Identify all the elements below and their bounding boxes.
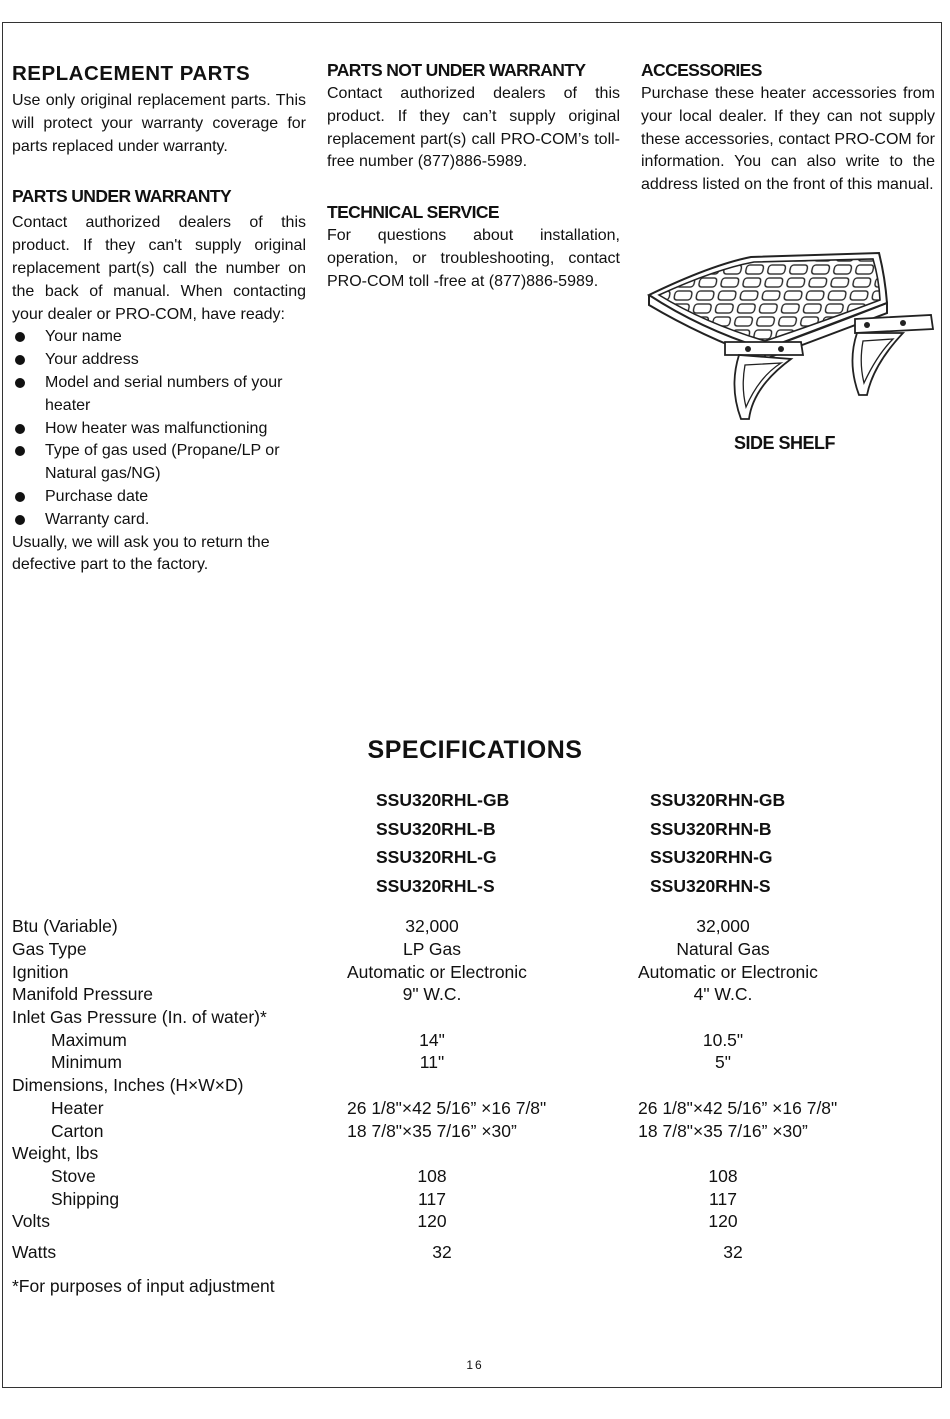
spec-row-manifold-pressure xyxy=(12,984,932,1007)
model-number: SSU320RHL-GB xyxy=(376,790,510,810)
spec-row-gas-type xyxy=(12,939,932,962)
bullet-icon xyxy=(15,515,25,525)
spec-row-volts xyxy=(12,1211,932,1234)
list-item: Purchase date xyxy=(12,486,306,509)
column-middle xyxy=(327,60,620,294)
spec-row-inlet-pressure xyxy=(12,1007,932,1030)
spec-value-ng: 117 xyxy=(709,1189,737,1209)
technical-service-text: For questions about installation, operation, or troubleshooting, contact PRO-COM toll -free at (877)886-5989. xyxy=(327,227,620,290)
spec-value-lp: 108 xyxy=(417,1166,447,1186)
spec-label: Dimensions, Inches (H×W×D) xyxy=(12,1075,244,1095)
spec-row-maximum xyxy=(12,1030,932,1053)
spec-label: Weight, lbs xyxy=(12,1143,99,1163)
models-ng-column xyxy=(650,786,785,900)
parts-under-warranty-heading: PARTS UNDER WARRANTY xyxy=(12,186,232,207)
list-item: How heater was malfunctioning xyxy=(12,418,306,441)
parts-under-warranty-intro: Contact authorized dealers of this product. If they can't supply original replacement part(s) call the number on the back of manual. When contacting your dealer or PRO-COM, have ready: xyxy=(12,214,306,323)
spec-row-heater xyxy=(12,1098,932,1121)
list-item: Type of gas used (Propane/LP or Natural gas/NG) xyxy=(12,440,306,486)
spec-label: Volts xyxy=(12,1211,50,1231)
parts-not-under-warranty-heading: PARTS NOT UNDER WARRANTY xyxy=(327,60,586,80)
spec-value-ng: Automatic or Electronic xyxy=(638,962,818,982)
list-item: Your address xyxy=(12,349,306,372)
bullet-icon xyxy=(15,446,25,456)
spec-value-lp: 26 1/8"×42 5/16” ×16 7/8" xyxy=(347,1098,547,1118)
spec-row-dimensions xyxy=(12,1075,932,1098)
replacement-parts-text: Use only original replacement parts. This will protect your warranty coverage for parts replaced under warranty. xyxy=(12,92,306,155)
spec-value-lp: 117 xyxy=(418,1189,446,1209)
bullet-icon xyxy=(15,492,25,502)
parts-not-under-warranty-text: Contact authorized dealers of this product. If they can’t supply original replacement part(s) call PRO-COM’s toll-free number (877)886-5989. xyxy=(327,85,620,171)
model-number: SSU320RHL-B xyxy=(376,818,496,839)
spec-value-lp: 18 7/8"×35 7/16” ×30” xyxy=(347,1121,517,1141)
spec-row-minimum xyxy=(12,1052,932,1075)
specifications-title: SPECIFICATIONS xyxy=(367,736,583,764)
model-number: SSU320RHN-B xyxy=(650,818,772,839)
spec-value-ng: 26 1/8"×42 5/16” ×16 7/8" xyxy=(638,1098,838,1118)
side-shelf-illustration xyxy=(641,237,937,422)
spec-value-ng: 18 7/8"×35 7/16” ×30” xyxy=(638,1121,808,1141)
bullet-icon xyxy=(15,332,25,342)
spec-value-ng: 120 xyxy=(708,1211,738,1231)
spec-value-ng: 4" W.C. xyxy=(693,984,753,1004)
column-right xyxy=(641,60,935,197)
spec-label: Stove xyxy=(51,1166,96,1186)
spec-value-ng: 32,000 xyxy=(696,916,750,936)
spec-row-stove xyxy=(12,1166,932,1189)
accessories-heading: ACCESSORIES xyxy=(641,60,762,80)
spec-label: Carton xyxy=(51,1121,104,1141)
spec-label: Heater xyxy=(51,1098,104,1118)
parts-under-warranty-closing: Usually, we will ask you to return the defective part to the factory. xyxy=(12,533,270,574)
spec-value-ng: 10.5" xyxy=(702,1030,744,1050)
spec-label: Watts xyxy=(12,1242,57,1262)
page-number: 16 xyxy=(466,1358,484,1372)
column-left xyxy=(12,62,306,577)
spec-footnote: *For purposes of input adjustment xyxy=(12,1276,275,1296)
spec-value-lp: 14" xyxy=(419,1030,445,1050)
list-item: Your name xyxy=(12,326,306,349)
bullet-icon xyxy=(15,378,25,388)
spec-label: Manifold Pressure xyxy=(12,984,154,1004)
side-shelf-caption: SIDE SHELF xyxy=(734,433,836,453)
spec-row-shipping xyxy=(12,1189,932,1212)
model-number: SSU320RHN-GB xyxy=(650,790,786,810)
spec-label: Minimum xyxy=(51,1052,122,1072)
model-number: SSU320RHL-S xyxy=(376,875,495,896)
spec-value-lp: 32,000 xyxy=(405,916,459,936)
spec-value-ng: 108 xyxy=(708,1166,738,1186)
bullet-icon xyxy=(15,424,25,434)
spec-value-lp: 9" W.C. xyxy=(402,984,462,1004)
spec-label: Gas Type xyxy=(12,939,87,959)
spec-label: Inlet Gas Pressure (In. of water)* xyxy=(12,1007,267,1027)
spec-label: Btu (Variable) xyxy=(12,916,118,936)
list-item: Warranty card. xyxy=(12,509,306,532)
spec-row-weight xyxy=(12,1143,932,1166)
spec-value-lp: 120 xyxy=(417,1211,447,1231)
spec-label: Ignition xyxy=(12,962,69,982)
spec-row-btu xyxy=(12,916,932,939)
spec-row-ignition xyxy=(12,962,932,985)
spec-label: Shipping xyxy=(51,1189,120,1209)
spec-row-carton xyxy=(12,1121,932,1144)
spec-value-ng: Natural Gas xyxy=(676,939,770,959)
model-number: SSU320RHL-G xyxy=(376,847,497,867)
ready-checklist xyxy=(12,326,306,531)
replacement-parts-heading: REPLACEMENT PARTS xyxy=(12,62,251,85)
spec-value-ng: 32 xyxy=(723,1242,743,1262)
list-item: Model and serial numbers of your heater xyxy=(12,372,306,418)
models-lp-column xyxy=(376,786,509,900)
bullet-icon xyxy=(15,355,25,365)
spec-value-lp: Automatic or Electronic xyxy=(347,962,527,982)
spec-label: Maximum xyxy=(51,1030,127,1050)
spec-value-lp: 11" xyxy=(419,1052,445,1072)
accessories-text: Purchase these heater accessories from your local dealer. If they can not supply these accessories, contact PRO-COM for information. You can also write to the address listed on the front of this manual. xyxy=(641,85,935,194)
spec-value-lp: LP Gas xyxy=(402,939,462,959)
model-number: SSU320RHN-G xyxy=(650,847,773,867)
spec-value-lp: 32 xyxy=(432,1242,452,1262)
spec-value-ng: 5" xyxy=(715,1052,731,1072)
spec-row-watts xyxy=(12,1242,932,1265)
technical-service-heading: TECHNICAL SERVICE xyxy=(327,202,499,223)
model-number: SSU320RHN-S xyxy=(650,875,771,896)
